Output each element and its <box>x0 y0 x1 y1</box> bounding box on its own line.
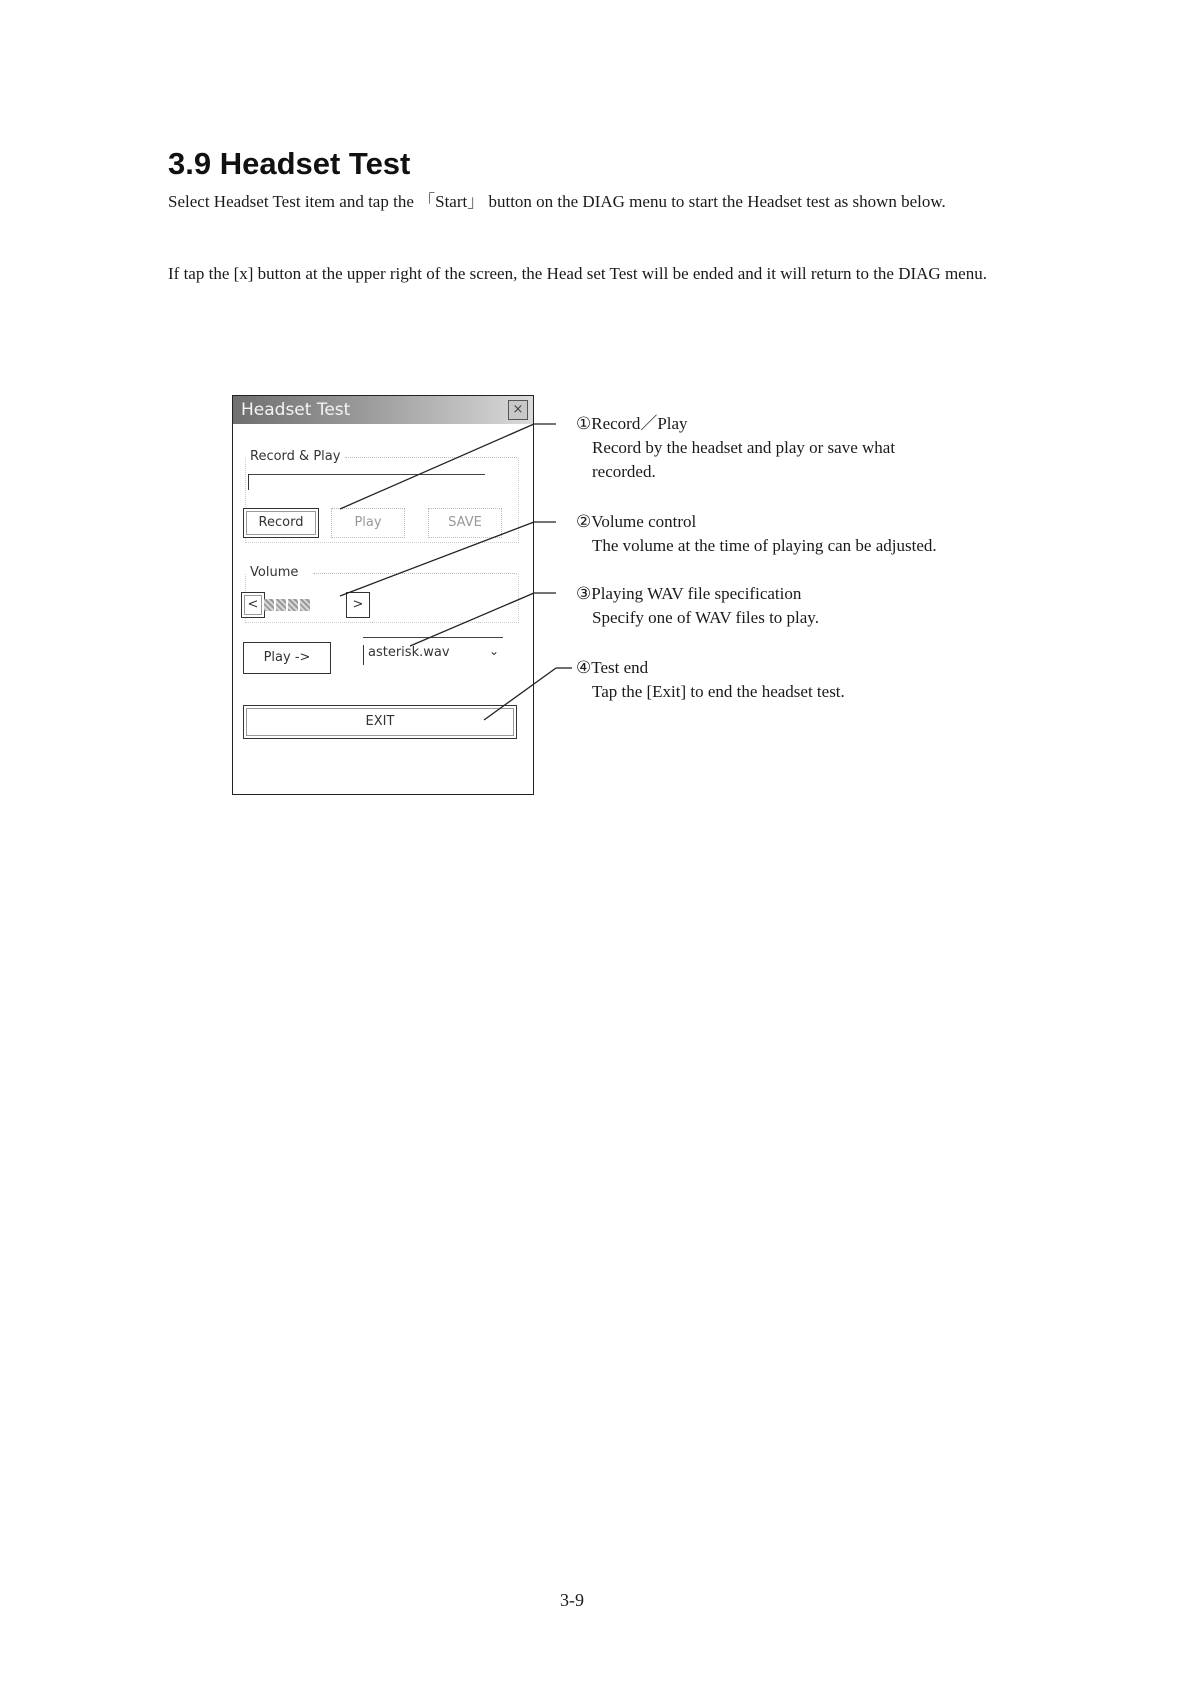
callout-2-title: ②Volume control <box>576 512 697 531</box>
recording-field-line <box>248 474 485 475</box>
record-button[interactable]: Record <box>243 508 319 538</box>
callout-1-text: Record by the headset and play or save what recorded. <box>592 438 896 481</box>
intro-paragraph: Select Headset Test item and tap the 「Start」 button on the DIAG menu to start the Headset test as shown below. <box>168 192 946 211</box>
chevron-down-icon: ⌄ <box>488 644 499 658</box>
volume-down-button[interactable]: < <box>241 592 265 618</box>
exit-paragraph: If tap the [x] button at the upper right of the screen, the Head set Test will be ended and it will return to the DIAG menu. <box>168 264 987 283</box>
wav-file-select[interactable] <box>363 641 503 669</box>
callout-3-text: Specify one of WAV files to play. <box>592 608 819 627</box>
dialog-title: Headset Test <box>241 400 351 420</box>
record-play-group-label: Record & Play <box>250 449 341 464</box>
recording-field-caret <box>248 474 249 490</box>
wav-file-value: asterisk.wav <box>368 645 450 660</box>
wav-select-border <box>363 637 503 638</box>
wav-select-caret <box>363 645 364 665</box>
page-number: 3-9 <box>560 1590 584 1610</box>
callout-volume-control <box>576 510 937 558</box>
save-button[interactable]: SAVE <box>428 508 502 538</box>
volume-group-label: Volume <box>250 565 299 580</box>
section-heading: 3.9 Headset Test <box>168 146 411 181</box>
volume-level-bar <box>264 596 318 612</box>
title-bar <box>233 396 533 424</box>
callout-wav-file <box>576 582 819 630</box>
exit-button[interactable]: EXIT <box>243 705 517 739</box>
callout-4-title: ④Test end <box>576 658 649 677</box>
volume-up-button[interactable]: > <box>346 592 370 618</box>
play-file-button[interactable]: Play -> <box>243 642 331 674</box>
play-button[interactable]: Play <box>331 508 405 538</box>
headset-test-dialog <box>232 395 534 795</box>
callout-4-text: Tap the [Exit] to end the headset test. <box>592 682 845 701</box>
callout-3-title: ③Playing WAV file specification <box>576 584 802 603</box>
callout-test-end <box>576 656 845 704</box>
close-icon: × <box>512 402 524 417</box>
callout-record-play <box>576 412 952 484</box>
callout-2-text: The volume at the time of playing can be adjusted. <box>592 536 937 555</box>
callout-1-title: ①Record／Play <box>576 414 688 433</box>
close-button[interactable] <box>508 400 528 420</box>
